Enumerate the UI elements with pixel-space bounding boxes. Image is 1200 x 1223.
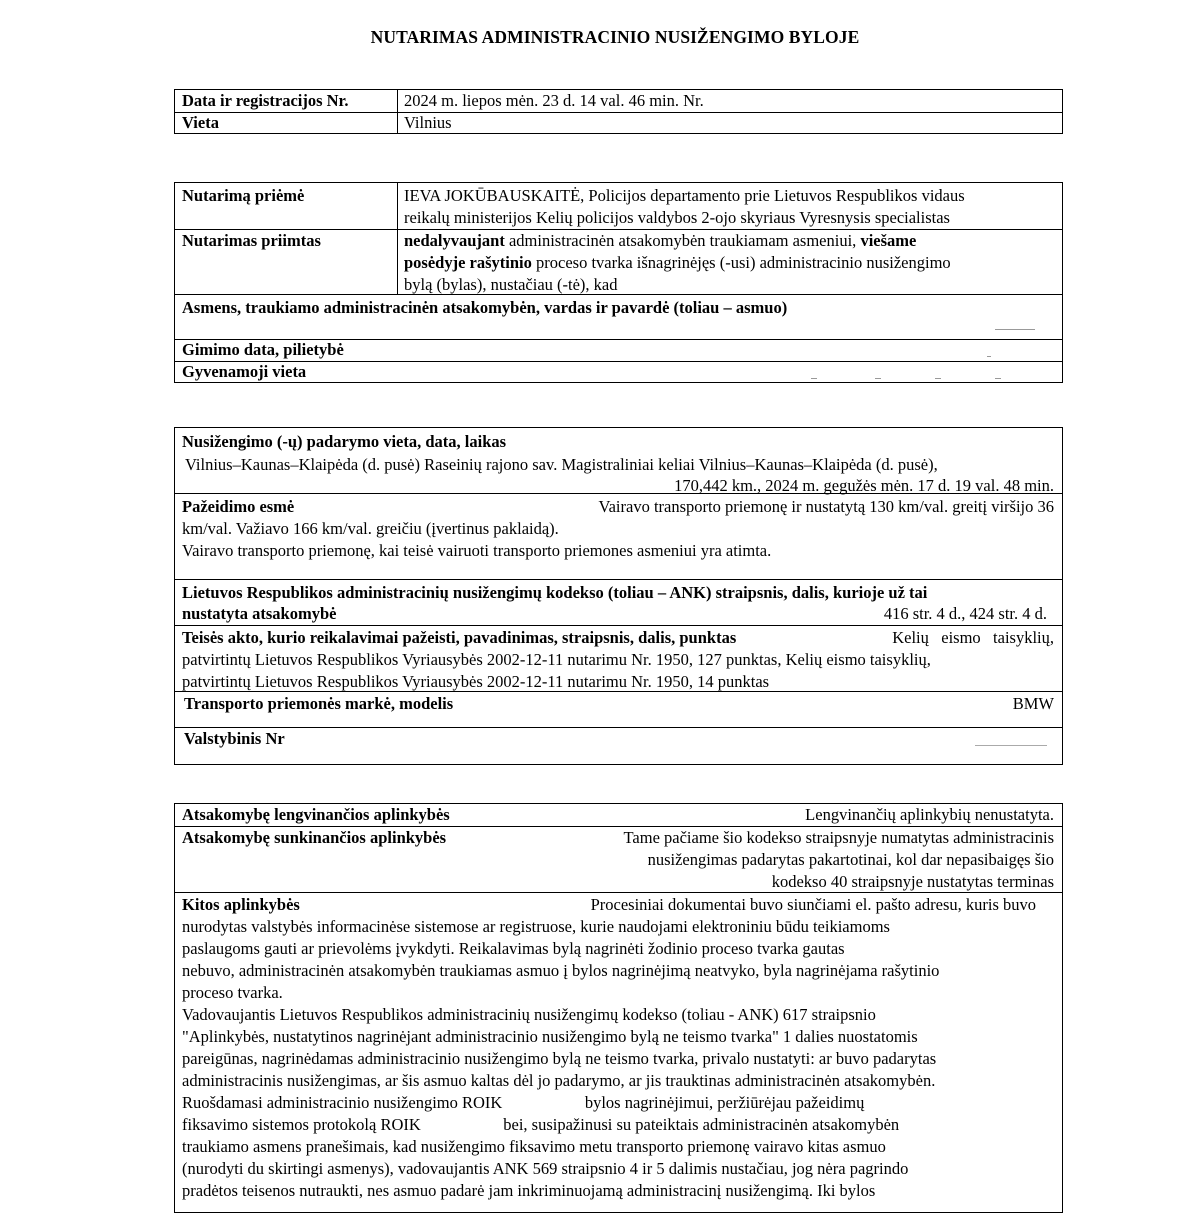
adopted-text3: bylą (bylas), nustačiau (-tė), kad — [404, 275, 618, 294]
adopted-text-bold1: nedalyvaujant — [404, 231, 505, 250]
other-line-1: nurodytas valstybės informacinėse sistemose ar registruose, kurie naudojami elektroniniu būdu teikiamoms — [182, 917, 890, 936]
circumstances-table — [174, 803, 1063, 1213]
person-row — [175, 295, 1062, 340]
aggravating-line2: nusižengimas padarytas pakartotinai, kol dar nepasibaigęs šio — [647, 850, 1054, 869]
adopted-by-label: Nutarimą priėmė — [182, 186, 305, 205]
adopted-text-bold2: viešame — [860, 231, 917, 250]
law-label: Teisės akto, kurio reikalavimai pažeisti, pavadinimas, straipsnis, dalis, punktas — [182, 628, 737, 647]
other-line-3: nebuvo, administracinėn atsakomybėn traukiamas asmuo į bylos nagrinėjimą neatvyko, byla nagrinėjama rašytinio — [182, 961, 940, 980]
other-line-7: pareigūnas, nagrinėdamas administracinio nusižengimo bylą ne teismo tvarka, privalo nustatyti: ar buvo padarytas — [182, 1049, 937, 1068]
other-line-13: pradėtos teisenos nutraukti, nes asmuo padarė jam inkriminuojamą administracinį nusižengimą. Iki bylos — [182, 1181, 876, 1200]
other-line-0: Procesiniai dokumentai buvo siunčiami el. pašto adresu, kuris buvo — [590, 895, 1036, 914]
adopted-by-line1: IEVA JOKŪBAUSKAITĖ, Policijos departamento prie Lietuvos Respublikos vidaus — [404, 186, 965, 205]
adopted-text1: administracinėn atsakomybėn traukiamam asmeniui, — [504, 231, 861, 250]
registration-row — [175, 90, 1062, 113]
law-row — [175, 626, 1062, 692]
other-line-9: Ruošdamasi administracinio nusižengimo ROIK bylos nagrinėjimui, peržiūrėjau pažeidimų — [182, 1093, 865, 1112]
offense-place-line2: 170,442 km., 2024 m. gegužės mėn. 17 d. 19 val. 48 min. — [674, 476, 1054, 495]
other-line-10: fiksavimo sistemos protokolą ROIK bei, susipažinusi su pateiktais administracinėn atsakomybėn — [182, 1115, 900, 1134]
registration-table — [174, 89, 1063, 134]
adopted-text2: proceso tvarka išnagrinėjęs (-usi) administracinio nusižengimo — [531, 253, 951, 272]
ank-label-line1: Lietuvos Respublikos administracinių nusižengimų kodekso (toliau – ANK) straipsnis, dalis, kurioje už tai — [182, 583, 928, 602]
aggravating-line3: kodekso 40 straipsnyje nustatytas terminas — [771, 872, 1054, 891]
other-line-8: administracinis nusižengimas, ar šis asmuo kaltas dėl jo padarymo, ar jis trauktinas administracinėn atsakomybėn. — [182, 1071, 936, 1090]
other-line-5: Vadovaujantis Lietuvos Respublikos administracinių nusižengimų kodekso (toliau - ANK) 617 straipsnio — [182, 1005, 876, 1024]
other-row — [175, 893, 1062, 1223]
place-value: Vilnius — [404, 113, 452, 132]
birth-label: Gimimo data, pilietybė — [182, 340, 344, 359]
ank-value: 416 str. 4 d., 424 str. 4 d. — [883, 604, 1047, 623]
law-line2: patvirtintų Lietuvos Respublikos Vyriausybės 2002-12-11 nutarimu Nr. 1950, 127 punktas, Kelių eismo taisyklių, — [182, 650, 931, 669]
adopted-row — [175, 230, 1062, 295]
plate-row — [175, 728, 1062, 764]
essence-label: Pažeidimo esmė — [182, 497, 295, 516]
vehicle-row — [175, 692, 1062, 728]
offense-place-row — [175, 428, 1062, 494]
offense-place-label: Nusižengimo (-ų) padarymo vieta, data, laikas — [182, 432, 507, 451]
other-line-6: "Aplinkybės, nustatytinos nagrinėjant administracinio nusižengimo bylą ne teismo tvarka" 1 dalies nuostatomis — [182, 1027, 918, 1046]
offense-place-line1: Vilnius–Kaunas–Klaipėda (d. pusė) Raseinių rajono sav. Magistraliniai keliai Vilnius–Kaunas–Klaipėda (d. pusė), — [185, 455, 938, 474]
law-line1: Kelių eismo taisyklių, — [892, 628, 1054, 647]
residence-row — [175, 362, 1062, 384]
mitigating-label: Atsakomybę lengvinančios aplinkybės — [182, 805, 450, 824]
adopted-by-line2: reikalų ministerijos Kelių policijos valdybos 2-ojo skyriaus Vyresnysis specialistas — [404, 208, 950, 227]
vehicle-value: BMW — [1012, 694, 1054, 713]
document-title: NUTARIMAS ADMINISTRACINIO NUSIŽENGIMO BYLOJE — [370, 27, 860, 47]
aggravating-label: Atsakomybę sunkinančios aplinkybės — [182, 828, 447, 847]
ank-label-line2: nustatyta atsakomybė — [182, 604, 337, 623]
place-label: Vieta — [182, 113, 219, 132]
adopted-label: Nutarimas priimtas — [182, 231, 321, 250]
aggravating-line1: Tame pačiame šio kodekso straipsnyje numatytas administracinis — [623, 828, 1054, 847]
person-label: Asmens, traukiamo administracinėn atsakomybėn, vardas ir pavardė (toliau – asmuo) — [182, 298, 788, 317]
decision-table — [174, 182, 1063, 383]
ank-row — [175, 580, 1062, 626]
plate-label: Valstybinis Nr — [184, 729, 285, 748]
mitigating-value: Lengvinančių aplinkybių nenustatyta. — [805, 805, 1054, 824]
other-label: Kitos aplinkybės — [182, 895, 300, 914]
essence-line2: km/val. Važiavo 166 km/val. greičiu (įvertinus paklaidą). — [182, 519, 559, 538]
mitigating-row — [175, 804, 1062, 827]
registration-date-label: Data ir registracijos Nr. — [182, 91, 349, 110]
essence-line1: Vairavo transporto priemonę ir nustatytą 130 km/val. greitį viršijo 36 — [598, 497, 1054, 516]
place-row — [175, 113, 1062, 134]
birth-row — [175, 340, 1062, 362]
adopted-text-bold3: posėdyje rašytinio — [404, 253, 532, 272]
registration-date-value: 2024 m. liepos mėn. 23 d. 14 val. 46 min. Nr. — [404, 91, 704, 110]
essence-row — [175, 494, 1062, 580]
residence-label: Gyvenamoji vieta — [182, 362, 307, 381]
essence-line3: Vairavo transporto priemonę, kai teisė vairuoti transporto priemones asmeniui yra atimta. — [182, 541, 772, 560]
aggravating-row — [175, 827, 1062, 893]
law-line3: patvirtintų Lietuvos Respublikos Vyriausybės 2002-12-11 nutarimu Nr. 1950, 14 punktas — [182, 672, 770, 691]
adopted-by-row — [175, 183, 1062, 230]
other-line-2: paslaugoms gauti ar prievolėms įvykdyti. Reikalavimas bylą nagrinėti žodinio proceso tvarka gautas — [182, 939, 845, 958]
offense-table — [174, 427, 1063, 765]
other-line-12: (nurodyti du skirtingi asmenys), vadovaujantis ANK 569 straipsnio 4 ir 5 dalimis nustačiau, jog nėra pagrindo — [182, 1159, 909, 1178]
other-line-4: proceso tvarka. — [182, 983, 283, 1002]
vehicle-label: Transporto priemonės markė, modelis — [184, 694, 454, 713]
other-line-11: traukiamo asmens pranešimais, kad nusižengimo fiksavimo metu transporto priemonę vairavo kitas asmuo — [182, 1137, 886, 1156]
